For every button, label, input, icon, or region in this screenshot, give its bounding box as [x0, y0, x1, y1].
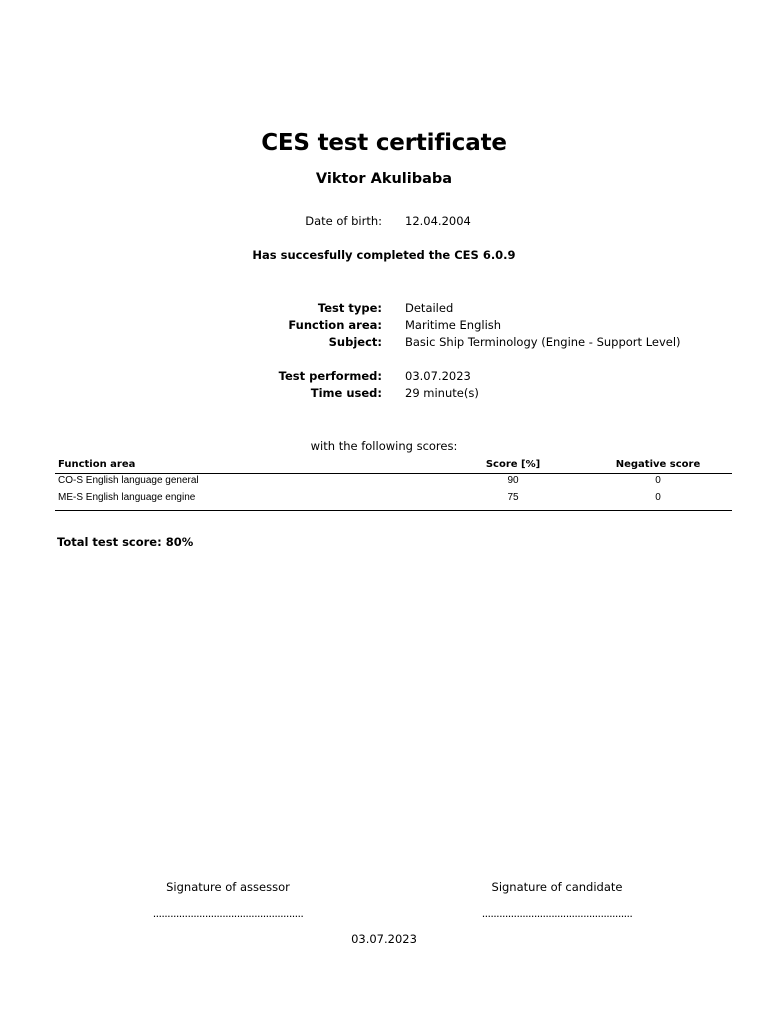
- dob-value: 12.04.2004: [405, 214, 471, 228]
- subject-label: Subject:: [328, 335, 382, 349]
- time-used-value: 29 minute(s): [405, 386, 479, 400]
- candidate-signature-label: Signature of candidate: [491, 880, 623, 894]
- assessor-signature-line: ....................................................: [152, 907, 304, 920]
- signature-date: 03.07.2023: [351, 932, 417, 946]
- certificate-title: CES test certificate: [261, 130, 507, 156]
- header-negative-score: Negative score: [615, 459, 701, 470]
- function-area-label: Function area:: [288, 318, 382, 332]
- row-function-area: ME-S English language engine: [58, 492, 196, 503]
- row-negative-score: 0: [655, 475, 661, 486]
- function-area-value: Maritime English: [405, 318, 502, 332]
- header-function-area: Function area: [58, 459, 136, 470]
- row-score: 90: [507, 475, 519, 486]
- table-header: [55, 458, 732, 474]
- row-score: 75: [507, 492, 519, 503]
- test-performed-label: Test performed:: [278, 369, 382, 383]
- table-row: [55, 474, 732, 491]
- time-used-label: Time used:: [310, 386, 382, 400]
- completion-statement: Has succesfully completed the CES 6.0.9: [252, 248, 516, 262]
- subject-value: Basic Ship Terminology (Engine - Support Level): [405, 335, 681, 349]
- test-performed-value: 03.07.2023: [405, 369, 471, 383]
- test-type-label: Test type:: [317, 301, 382, 315]
- dob-label: Date of birth:: [305, 214, 382, 228]
- candidate-signature-line: ....................................................: [481, 907, 633, 920]
- header-score: Score [%]: [485, 459, 541, 470]
- table-bottom-rule: [55, 510, 732, 511]
- test-type-value: Detailed: [405, 301, 454, 315]
- table-row: [55, 491, 732, 508]
- total-score: Total test score: 80%: [57, 535, 194, 549]
- scores-table: [55, 458, 732, 511]
- candidate-name: Viktor Akulibaba: [315, 171, 453, 187]
- assessor-signature-label: Signature of assessor: [166, 880, 290, 894]
- row-negative-score: 0: [655, 492, 661, 503]
- row-function-area: CO-S English language general: [58, 475, 199, 486]
- scores-intro: with the following scores:: [310, 439, 458, 453]
